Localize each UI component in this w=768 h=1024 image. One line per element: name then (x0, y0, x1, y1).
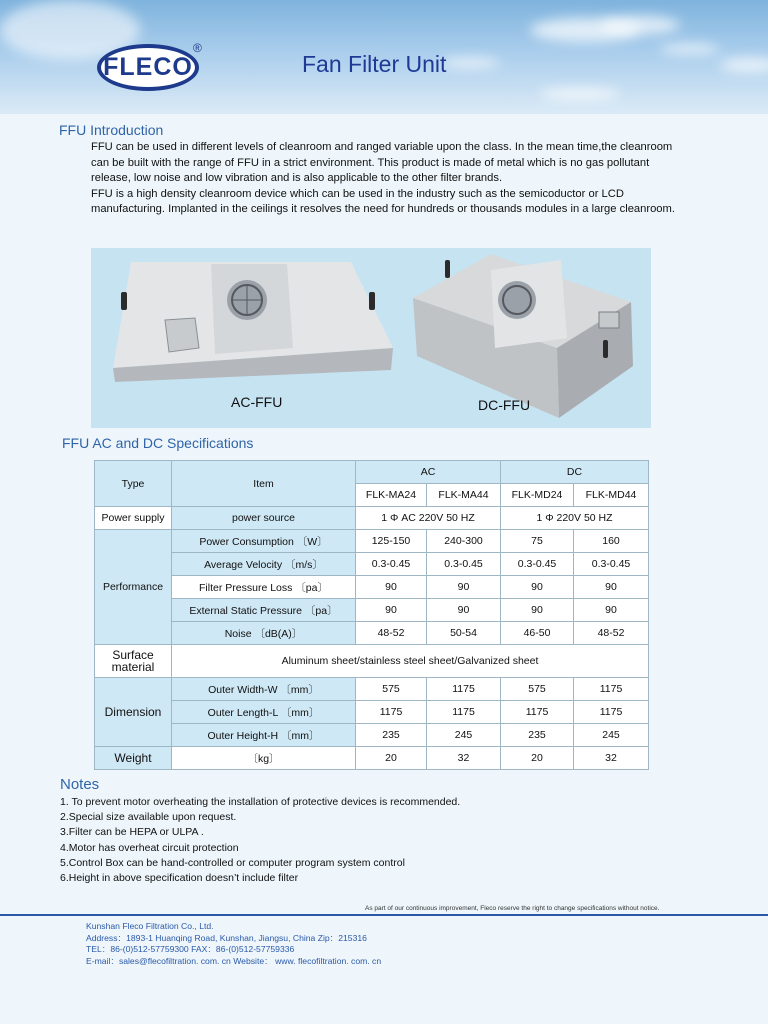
company-contact: E-mail：sales@flecofiltration. com. cn Website： www. flecofiltration. com. cn (86, 955, 382, 966)
model-cell: FLK-MA44 (427, 484, 501, 507)
row-item: Power Consumption 〔W〕 (172, 530, 356, 553)
row-item: Noise 〔dB(A)〕 (172, 622, 356, 645)
table-cell: 46-50 (501, 622, 574, 645)
table-cell: 1175 (427, 701, 501, 724)
table-cell: 90 (574, 599, 649, 622)
logo-text: FLECO (103, 53, 193, 81)
table-cell: 90 (427, 599, 501, 622)
footer-divider (0, 914, 768, 916)
table-row (95, 701, 649, 724)
note-item: 6.Height in above specification doesn’t include filter (60, 872, 299, 885)
table-cell: 245 (427, 724, 501, 747)
power-supply-label: Power supply (95, 507, 172, 530)
model-cell: FLK-MD44 (574, 484, 649, 507)
ffu-units-image (91, 248, 651, 428)
table-cell: 90 (574, 576, 649, 599)
intro-paragraph-1: FFU can be used in different levels of cleanroom and ranged variable upon the class. In the mean time,the cleanroom can be built with the range of FFU in a strict environment. This product is made of metal which is no gas pollutant release, low noise and low vibration and is also applicable to the other filter brands. (91, 141, 673, 184)
table-cell: 125-150 (356, 530, 427, 553)
company-address: Address：1893-1 Huanqing Road, Kunshan, Jiangsu, China Zip：215316 (86, 932, 367, 943)
dimension-label: Dimension (95, 678, 172, 747)
table-cell: 235 (356, 724, 427, 747)
footer-contact (86, 921, 381, 967)
table-cell: 48-52 (356, 622, 427, 645)
note-item: 5.Control Box can be hand-controlled or computer program system control (60, 856, 405, 869)
surface-label: Surface material (95, 645, 172, 678)
notes-heading: Notes (60, 776, 100, 793)
table-row (95, 553, 649, 576)
table-cell: 75 (501, 530, 574, 553)
table-row (95, 576, 649, 599)
table-cell: 50-54 (427, 622, 501, 645)
ac-header: AC (356, 461, 501, 484)
intro-heading: FFU Introduction (59, 122, 164, 138)
table-cell: 90 (356, 599, 427, 622)
table-cell: 235 (501, 724, 574, 747)
model-cell: FLK-MD24 (501, 484, 574, 507)
notes-list (60, 795, 460, 886)
row-item: Filter Pressure Loss 〔pa〕 (172, 576, 356, 599)
specs-heading: FFU AC and DC Specifications (62, 435, 254, 451)
table-cell: 20 (501, 747, 574, 770)
table-row (95, 599, 649, 622)
table-cell: 0.3-0.45 (356, 553, 427, 576)
intro-text (91, 140, 681, 218)
note-item: 3.Filter can be HEPA or ULPA . (60, 826, 204, 839)
row-item: Outer Length-L 〔mm〕 (172, 701, 356, 724)
company-name: Kunshan Fleco Filtration Co., Ltd. (86, 921, 214, 931)
page-title: Fan Filter Unit (302, 51, 447, 77)
row-item: Outer Width-W 〔mm〕 (172, 678, 356, 701)
disclaimer-text: As part of our continuous improvement, Fleco reserve the right to change specifications without notice. (365, 905, 660, 912)
item-header: Item (172, 461, 356, 507)
table-cell: 90 (356, 576, 427, 599)
spec-table (94, 460, 649, 770)
company-phone: TEL：86-(0)512-57759300 FAX：86-(0)512-57759336 (86, 944, 295, 955)
table-cell: 1175 (501, 701, 574, 724)
table-cell: 160 (574, 530, 649, 553)
weight-label: Weight (95, 747, 172, 770)
type-header: Type (95, 461, 172, 507)
row-item: Average Velocity 〔m/s〕 (172, 553, 356, 576)
product-photo (91, 248, 651, 428)
table-row (95, 461, 649, 484)
note-item: 1. To prevent motor overheating the installation of protective devices is recommended. (60, 796, 461, 808)
row-item: 〔kg〕 (172, 747, 356, 770)
dc-ffu-caption: DC-FFU (478, 397, 531, 413)
table-cell: 1175 (574, 701, 649, 724)
table-row (95, 530, 649, 553)
table-cell: 575 (501, 678, 574, 701)
ac-ffu-caption: AC-FFU (231, 394, 283, 410)
table-cell: 1175 (427, 678, 501, 701)
intro-paragraph-2: FFU is a high density cleanroom device which can be used in the industry such as the semicoductor or LCD manufacturing. Implanted in the ceilings it resolves the need for hundreds or thousands modules in a large cleanroom. (91, 187, 675, 215)
table-row (95, 507, 649, 530)
performance-label: Performance (95, 530, 172, 645)
table-cell: 20 (356, 747, 427, 770)
table-cell: 1175 (574, 678, 649, 701)
table-cell: 90 (501, 599, 574, 622)
table-row (95, 747, 649, 770)
power-dc-value: 1 Φ 220V 50 HZ (501, 507, 649, 530)
table-cell: 575 (356, 678, 427, 701)
registered-mark: ® (193, 41, 202, 55)
row-item: Outer Height-H 〔mm〕 (172, 724, 356, 747)
model-cell: FLK-MA24 (356, 484, 427, 507)
row-item: External Static Pressure 〔pa〕 (172, 599, 356, 622)
power-source-item: power source (172, 507, 356, 530)
table-cell: 90 (427, 576, 501, 599)
dc-header: DC (501, 461, 649, 484)
table-row (95, 724, 649, 747)
table-cell: 0.3-0.45 (574, 553, 649, 576)
table-cell: 90 (501, 576, 574, 599)
table-cell: 48-52 (574, 622, 649, 645)
table-cell: 0.3-0.45 (427, 553, 501, 576)
table-cell: 1175 (356, 701, 427, 724)
table-cell: 32 (574, 747, 649, 770)
note-item: 4.Motor has overheat circuit protection (60, 841, 239, 854)
table-cell: 245 (574, 724, 649, 747)
table-cell: 0.3-0.45 (501, 553, 574, 576)
table-cell: 32 (427, 747, 501, 770)
table-row (95, 645, 649, 678)
table-row (95, 678, 649, 701)
surface-value: Aluminum sheet/stainless steel sheet/Galvanized sheet (172, 645, 649, 678)
table-cell: 240-300 (427, 530, 501, 553)
table-row (95, 622, 649, 645)
fleco-logo (97, 44, 199, 91)
power-ac-value: 1 Φ AC 220V 50 HZ (356, 507, 501, 530)
note-item: 2.Special size available upon request. (60, 811, 237, 824)
